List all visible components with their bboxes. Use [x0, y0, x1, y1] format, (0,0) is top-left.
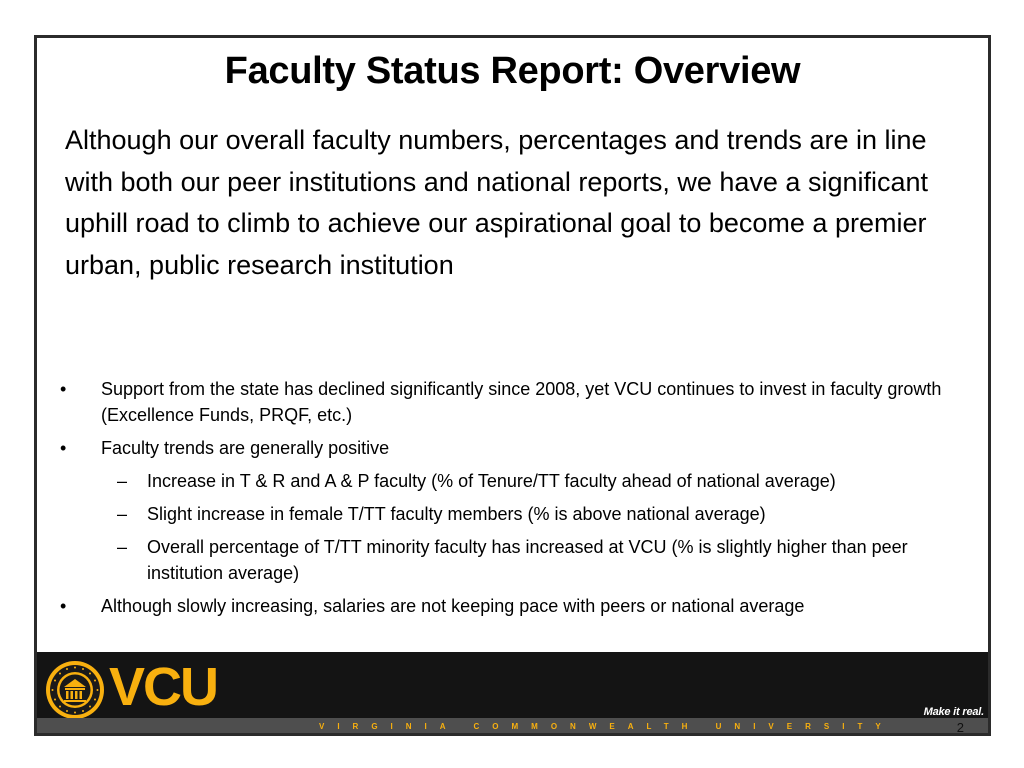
slide-title: Faculty Status Report: Overview: [224, 50, 801, 92]
bullet-text: Faculty trends are generally positive: [101, 438, 390, 458]
bullet-text: Although slowly increasing, salaries are not keeping pace with peers or national average: [101, 596, 805, 616]
tagline: Make it real.: [923, 706, 984, 718]
vcu-logo: VCU: [109, 657, 218, 717]
page-number: 2: [956, 720, 964, 735]
sub-bullet-marker: –: [117, 537, 128, 557]
bullet-text: Support from the state has declined significantly since 2008, yet VCU continues to invest in faculty growth (Excellence Funds, PRQF, etc.): [101, 379, 942, 425]
sub-bullet-item: [57, 534, 972, 586]
lead-paragraph: Although our overall faculty numbers, percentages and trends are in line with both our peer institutions and national reports, we have a significant uphill road to climb to achieve our aspirational goal to become a premier urban, public research institution: [65, 125, 929, 280]
bullet-list: [57, 376, 972, 626]
university-name-bar: [37, 718, 988, 736]
sub-bullet-marker: –: [117, 504, 128, 524]
sub-bullet-item: [57, 468, 972, 494]
sub-bullet-text: Slight increase in female T/TT faculty members (% is above national average): [147, 504, 766, 524]
bullet-item: [57, 593, 972, 619]
sub-bullet-text: Overall percentage of T/TT minority faculty has increased at VCU (% is slightly higher than peer institution average): [147, 537, 908, 583]
bullet-marker: •: [60, 438, 67, 458]
sub-bullet-text: Increase in T & R and A & P faculty (% of Tenure/TT faculty ahead of national average): [147, 471, 836, 491]
university-seal-icon: [45, 660, 105, 720]
university-name: VIRGINIA COMMONWEALTH UNIVERSITY: [319, 722, 894, 731]
footer-banner: [37, 652, 988, 736]
bullet-item: [57, 376, 972, 428]
bullet-marker: •: [60, 379, 67, 399]
bullet-marker: •: [60, 596, 67, 616]
sub-bullet-item: [57, 501, 972, 527]
bullet-item: [57, 435, 972, 461]
sub-bullet-marker: –: [117, 471, 128, 491]
slide: [34, 35, 991, 736]
